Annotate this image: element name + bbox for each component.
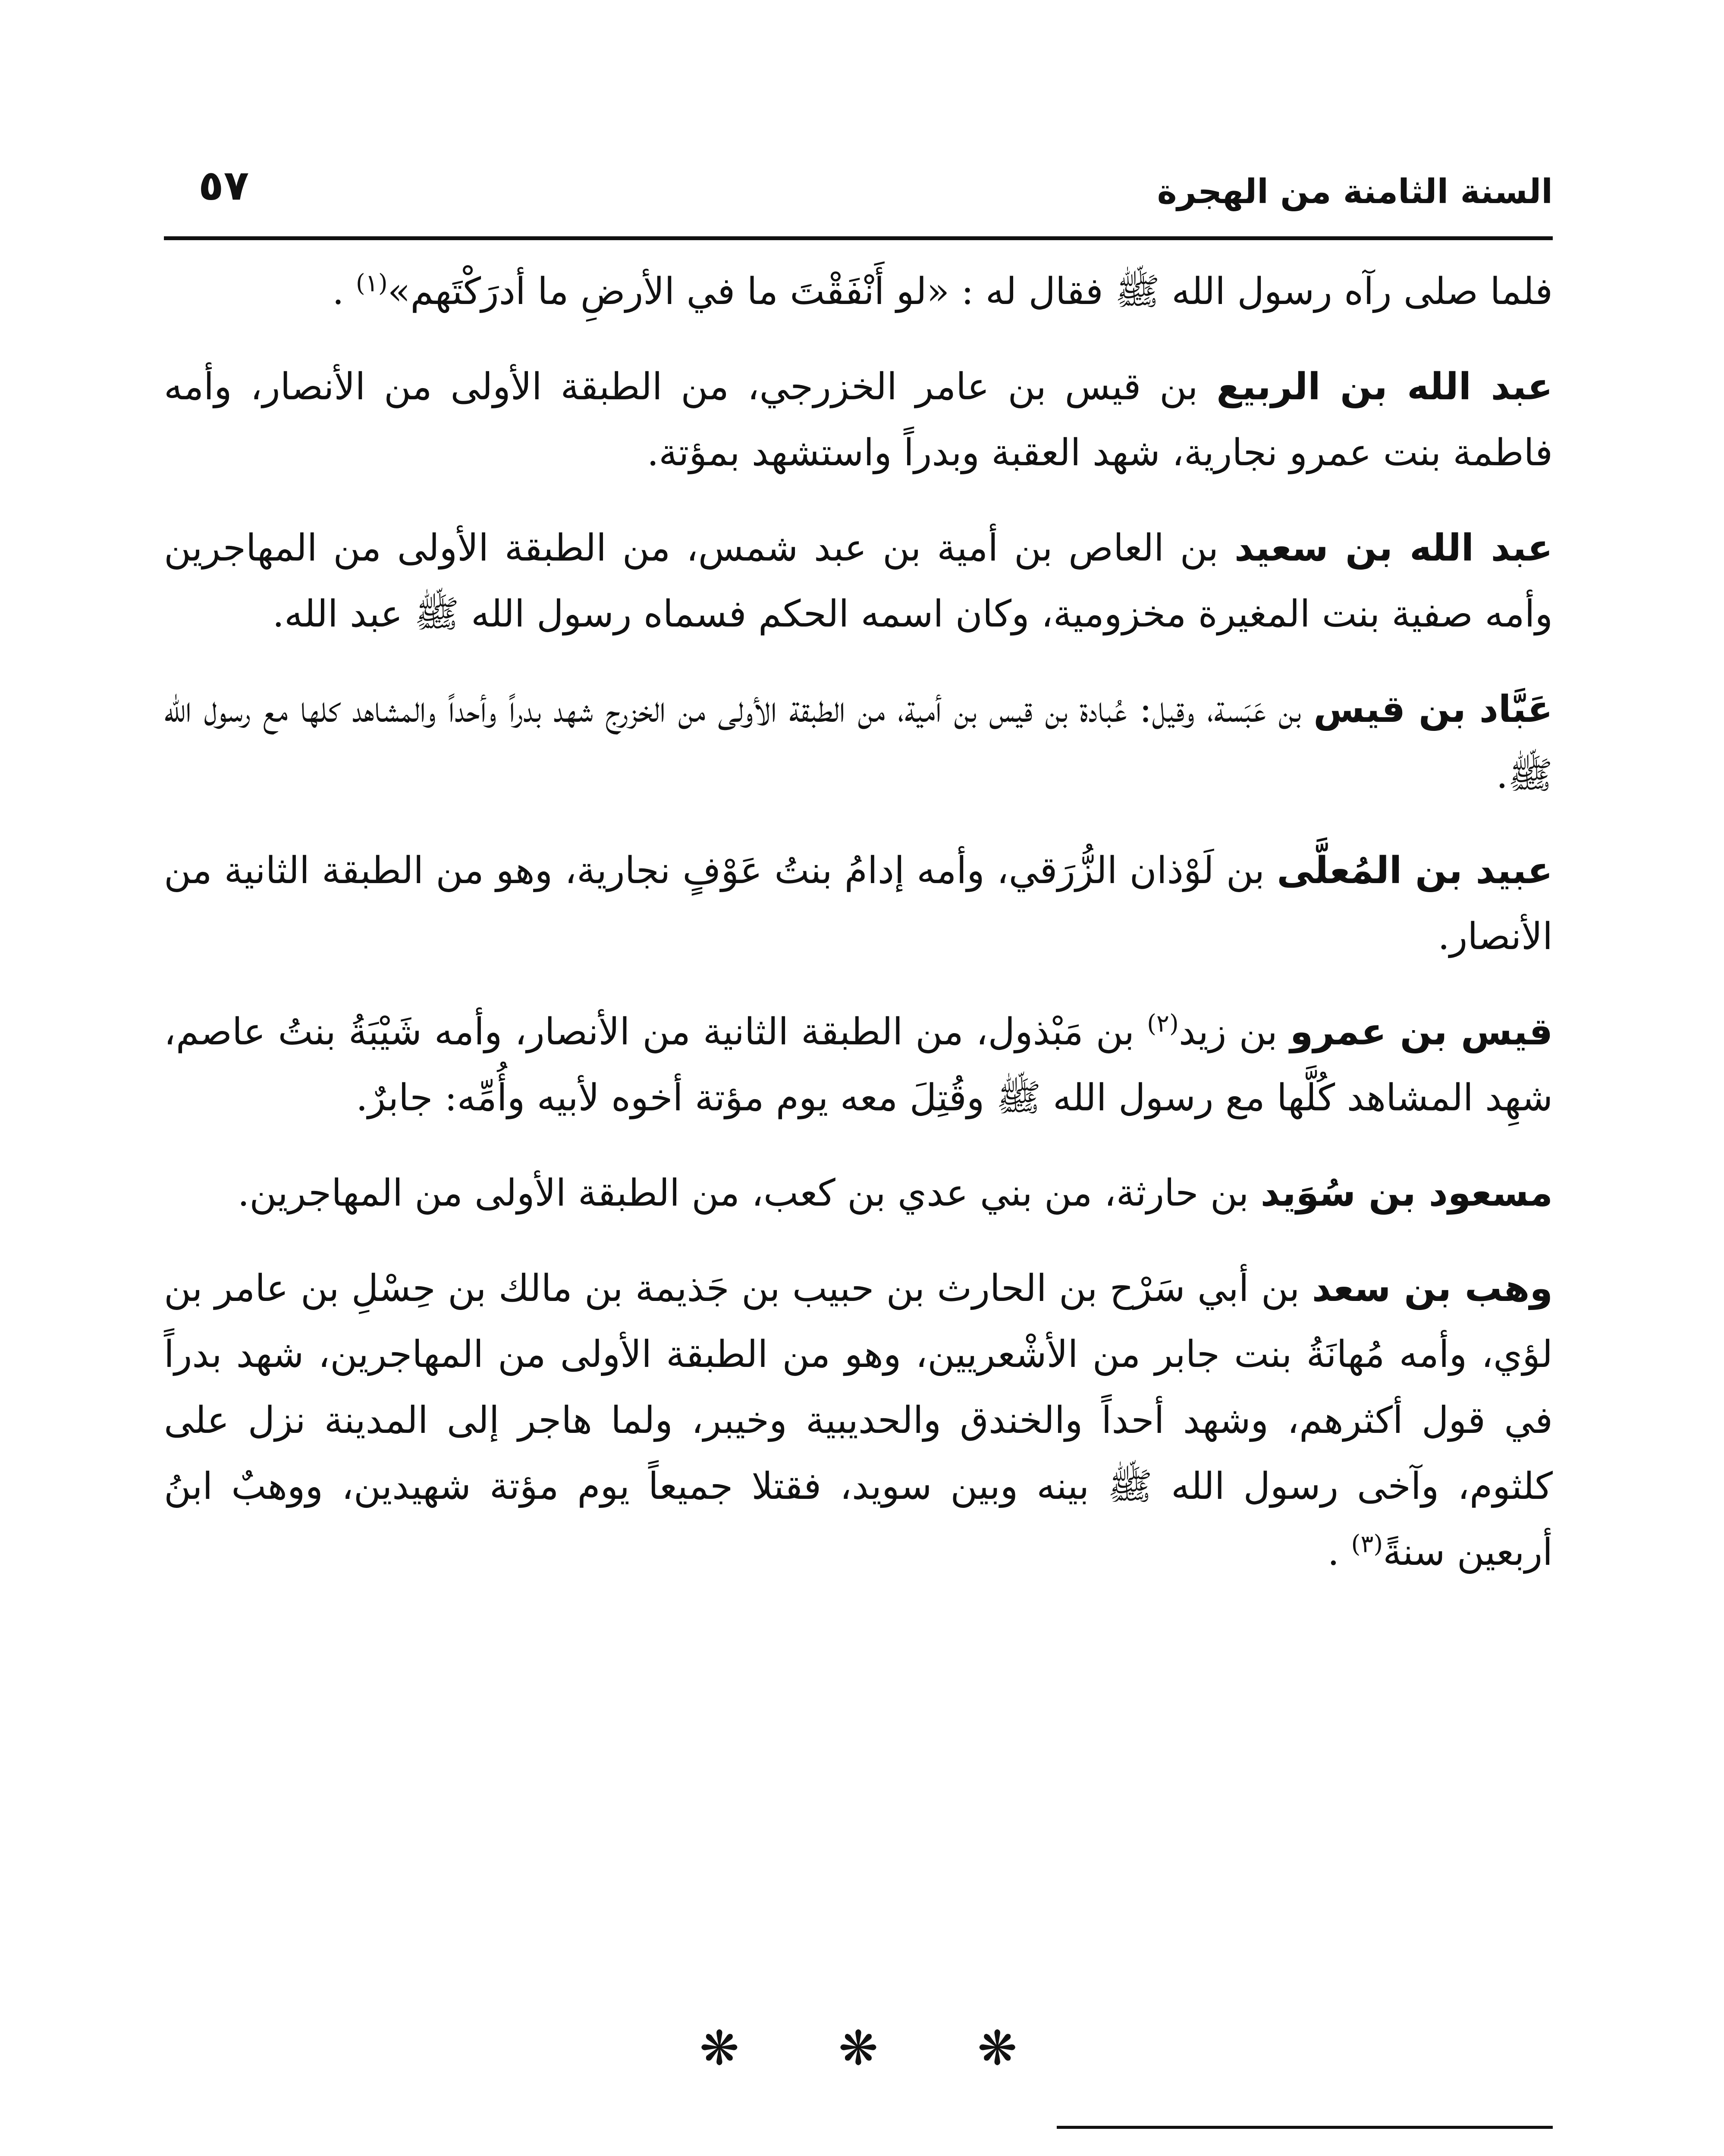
star-ornament-icon: ❋ (838, 2021, 879, 2076)
entry-text: بن قيس بن عامر الخزرجي، من الطبقة الأولى من الأنصار، وأمه فاطمة بنت عمرو نجارية، شهد العقبة وبدراً واستشهد بمؤتة. (164, 365, 1553, 474)
footnote-marker[interactable]: (٣) (1351, 1530, 1383, 1558)
entry-text: بن أبي سَرْح بن الحارث بن حبيب بن جَذيمة بن مالك بن حِسْلِ بن عامر بن لؤي، وأمه مُهانَةُ بنت جابر من الأشْعريين، وهو من الطبقة الأولى من المهاجرين، شهد بدراً في قول أكثرهم، وشهد أحداً والخندق والحديبية وخيبر، ولما هاجر إلى المدينة نزل على كلثوم، وآخى رسول الله ﷺ بينه وبين سويد، فقتلا جميعاً يوم مؤتة شهيدين، ووهبٌ ابنُ أربعين سنةً (164, 1267, 1553, 1574)
entry-name: وهب بن سعد (1312, 1267, 1553, 1310)
section-separator (164, 2018, 1553, 2078)
entry-text: بن حارثة، من بني عدي بن كعب، من الطبقة الأولى من المهاجرين. (237, 1172, 1261, 1215)
entry-paragraph (164, 1160, 1553, 1226)
entry-name: مسعود بن سُوَيد (1260, 1172, 1553, 1215)
paragraph-1 (164, 259, 1553, 325)
footnote-rule (1057, 2126, 1553, 2129)
entry-paragraph (164, 677, 1553, 808)
entry-name: عبد الله بن الربيع (1216, 365, 1553, 408)
entry-text-cont: بن مَبْذول، من الطبقة الثانية من الأنصار، وأمه شَيْبَةُ بنتُ عاصم، شهِد المشاهد كُلَّها مع رسول الله ﷺ وقُتِلَ معه يوم مؤتة أخوه لأبيه وأُمِّه: جابرٌ. (164, 1010, 1553, 1119)
star-ornament-icon: ❋ (977, 2021, 1017, 2076)
entry-name: عَبَّاد بن قيس (1313, 688, 1553, 731)
entry-paragraph (164, 838, 1553, 970)
entry-tail: . (1327, 1531, 1351, 1574)
main-text (164, 259, 1553, 1615)
header-rule (164, 236, 1553, 240)
paragraph-tail: . (332, 270, 356, 313)
entry-text: بن لَوْذان الزُّرَقي، وأمه إدامُ بنتُ عَوْفٍ نجارية، وهو من الطبقة الثانية من الأنصار. (164, 849, 1553, 958)
entry-paragraph (164, 999, 1553, 1131)
entry-text: بن زيد (1178, 1010, 1290, 1053)
entry-paragraph (164, 1256, 1553, 1586)
entry-text: بن العاص بن أمية بن عبد شمس، من الطبقة الأولى من المهاجرين وأمه صفية بنت المغيرة مخزومية، وكان اسمه الحكم فسماه رسول الله ﷺ عبد الله. (164, 526, 1553, 636)
paragraph-text: فلما صلى رآه رسول الله ﷺ فقال له : «لو أَنْفَقْتَ ما في الأرضِ ما أدرَكْتَهم» (387, 270, 1553, 313)
entry-name: عبيد بن المُعلَّى (1277, 849, 1553, 892)
footnote-marker[interactable]: (٢) (1147, 1009, 1179, 1038)
star-ornament-icon: ❋ (699, 2021, 739, 2076)
page-number: ٥٧ (198, 161, 249, 210)
footnote-marker[interactable]: (١) (355, 269, 388, 298)
entry-name: قيس بن عمرو (1290, 1010, 1553, 1053)
entry-name: عبد الله بن سعيد (1234, 526, 1553, 570)
entry-paragraph (164, 354, 1553, 486)
entry-paragraph (164, 515, 1553, 647)
page-header (164, 151, 1553, 237)
entry-text: بن عَبَسة، وقيل: عُبادة بن قيس بن أمية، من الطبقة الأولى من الخزرج شهد بدراً وأحداً والمشاهد كلها مع رسول الله ﷺ. (164, 688, 1553, 797)
running-title: السنة الثامنة من الهجرة (1157, 172, 1553, 211)
